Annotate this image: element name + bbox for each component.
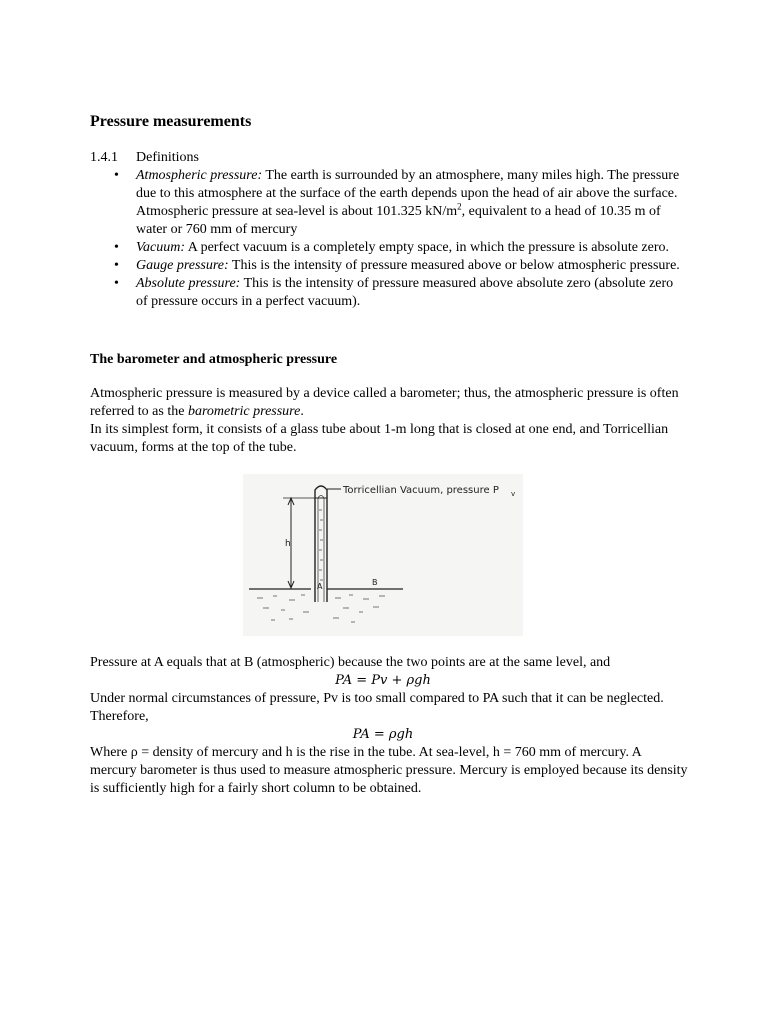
vacuum-label-subscript: v bbox=[511, 490, 516, 498]
definition-term: Absolute pressure: bbox=[136, 276, 241, 291]
barometer-figure bbox=[243, 474, 523, 636]
definition-text: This is the intensity of pressure measured above or below atmospheric pressure. bbox=[228, 258, 680, 273]
height-label: h bbox=[285, 539, 291, 549]
vacuum-label: Torricellian Vacuum, pressure P bbox=[343, 485, 499, 496]
definition-item bbox=[90, 257, 680, 275]
section-title: Definitions bbox=[136, 150, 199, 165]
definitions-list bbox=[90, 167, 680, 311]
definition-term: Gauge pressure: bbox=[136, 258, 229, 273]
paragraph bbox=[90, 385, 686, 421]
mercury-dashes bbox=[319, 510, 323, 580]
paragraph: Where ρ = density of mercury and h is the rise in the tube. At sea-level, h = 760 mm of mercury. A mercury barometer is thus used to measure atmospheric pressure. Mercury is employed because its density is sufficiently high for a fairly short column to be obtained. bbox=[90, 745, 688, 796]
definition-item bbox=[90, 275, 680, 311]
equation: PA = Pv + ρgh bbox=[335, 673, 431, 688]
definition-term: Atmospheric pressure: bbox=[136, 168, 263, 183]
definition-item bbox=[90, 239, 680, 257]
page-title: Pressure measurements bbox=[90, 113, 252, 130]
definition-text: This is the intensity of pressure measured above absolute zero (absolute zero of pressure occurs in a perfect vacuum). bbox=[136, 276, 674, 309]
paragraph: In its simplest form, it consists of a glass tube about 1-m long that is closed at one end, and Torricellian vacuum, forms at the top of the tube. bbox=[90, 422, 669, 455]
point-a-label: A bbox=[317, 582, 323, 591]
definition-text: A perfect vacuum is a completely empty space, in which the pressure is absolute zero. bbox=[185, 240, 670, 255]
section-heading bbox=[90, 149, 199, 167]
equation: PA = ρgh bbox=[352, 727, 414, 742]
paragraph: Under normal circumstances of pressure, Pv is too small compared to PA such that it can be neglected. Therefore, bbox=[90, 691, 664, 724]
bullet-icon: • bbox=[114, 240, 119, 255]
paragraph-text-end: . bbox=[300, 404, 304, 419]
section-number: 1.4.1 bbox=[90, 150, 118, 165]
definition-item bbox=[90, 167, 680, 239]
definition-text-cont: , equivalent to a head of 10.35 m of water or 760 mm of mercury bbox=[136, 204, 661, 237]
emphasis-text: barometric pressure bbox=[187, 404, 301, 419]
definition-term: Vacuum: bbox=[136, 240, 185, 255]
point-b-label: B bbox=[372, 578, 378, 587]
paragraph: Pressure at A equals that at B (atmospheric) because the two points are at the same level, and bbox=[90, 655, 611, 670]
barometer-heading: The barometer and atmospheric pressure bbox=[90, 352, 338, 367]
superscript: 2 bbox=[457, 201, 462, 212]
bullet-icon: • bbox=[114, 168, 119, 183]
reservoir-dashes bbox=[257, 595, 385, 622]
barometer-diagram bbox=[243, 474, 523, 636]
definition-text: The earth is surrounded by an atmosphere, many miles high. The pressure due to this atmosphere at the surface of the earth depends upon the head of air above the surface. Atmospheric pressure at sea-level is about 101.325 kN/m bbox=[136, 168, 680, 219]
bullet-icon: • bbox=[114, 258, 119, 273]
paragraph-text: Atmospheric pressure is measured by a device called a barometer; thus, the atmospheric pressure is often referred to as the bbox=[90, 386, 679, 419]
bullet-icon: • bbox=[114, 276, 119, 291]
